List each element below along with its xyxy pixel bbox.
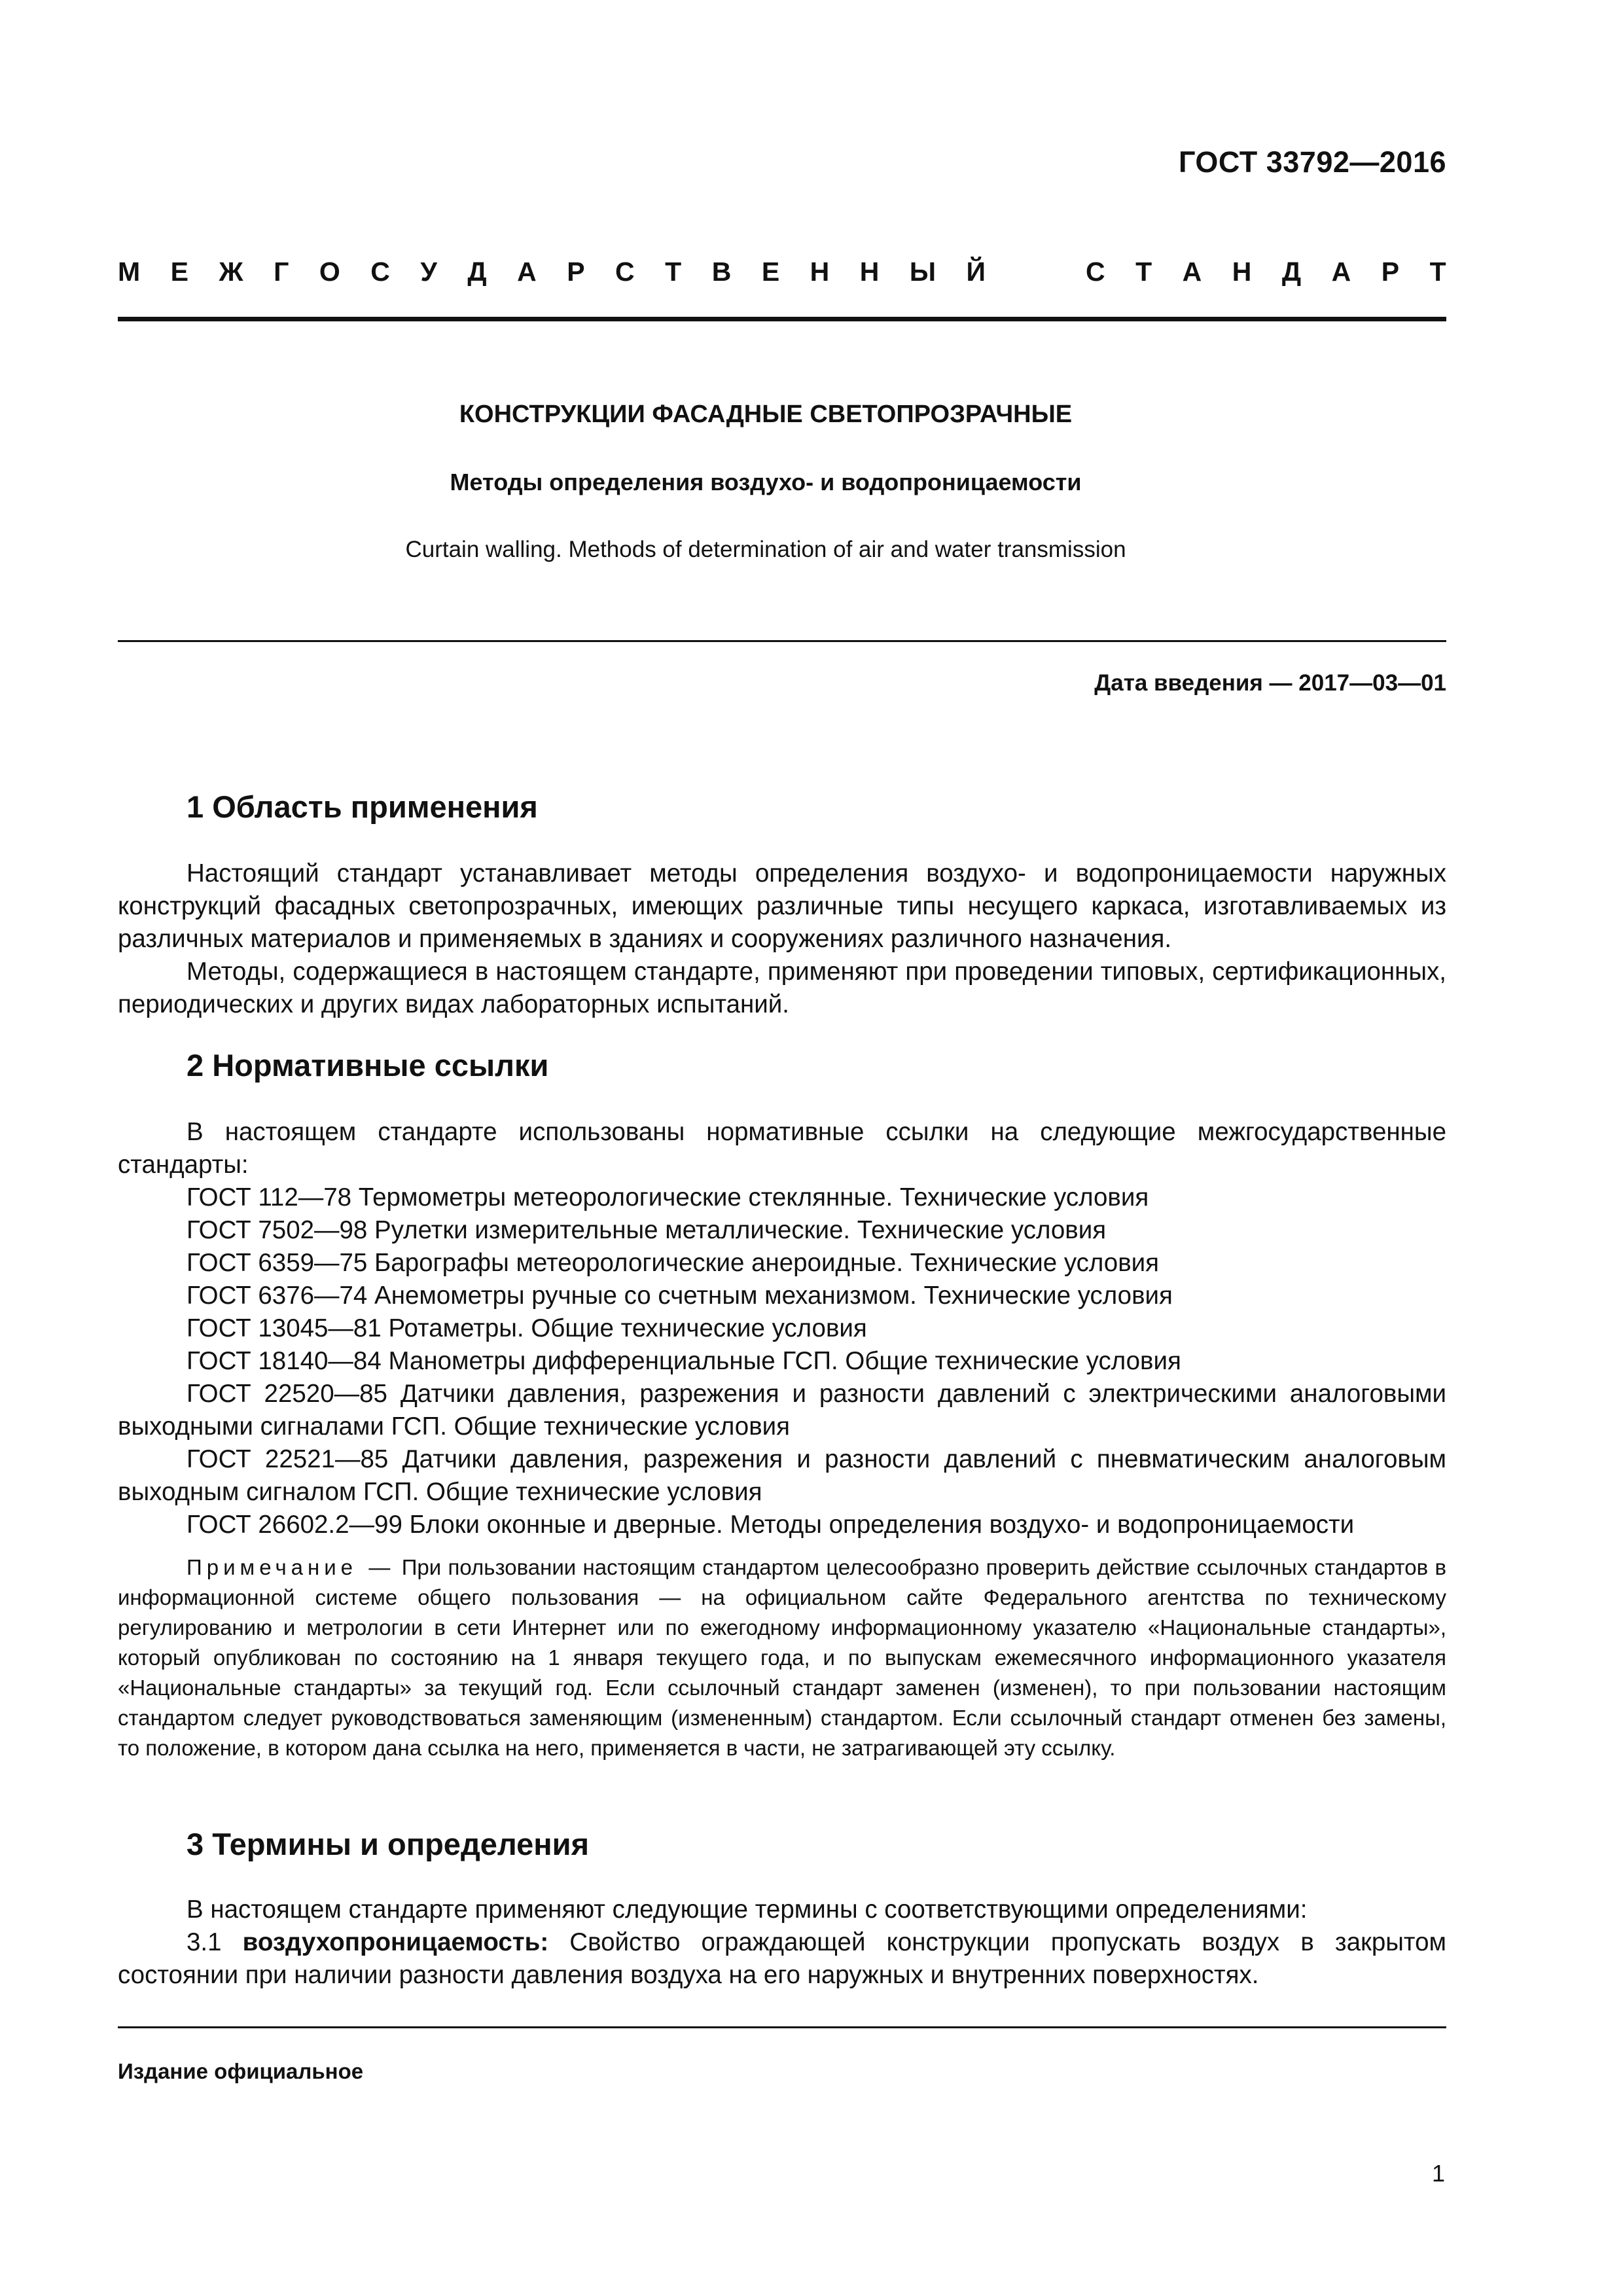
term-definition: [118, 1926, 1446, 1992]
edition-label: Издание официальное: [118, 2059, 364, 2083]
banner-letter: Ы: [909, 257, 936, 287]
note-label: Примечание —: [187, 1555, 395, 1579]
reference-item: ГОСТ 22521—85 Датчики давления, разрежения и разности давлений с пневматическим аналоговым выходным сигналом ГСП. Общие технические условия: [118, 1445, 1446, 1506]
banner-letter: Е: [170, 257, 189, 287]
note-block: [118, 1552, 1446, 1763]
introduction-date: Дата введения — 2017—03—01: [1094, 670, 1446, 696]
banner-letter: Н: [1232, 257, 1252, 287]
banner-letter: Т: [1429, 257, 1446, 287]
reference-item: ГОСТ 7502—98 Рулетки измерительные металлические. Технические условия: [187, 1216, 1107, 1244]
term-number: 3.1: [187, 1928, 243, 1956]
banner-letter: Д: [1281, 257, 1302, 287]
reference-item: ГОСТ 26602.2—99 Блоки оконные и дверные. Методы определения воздухо- и водопроницаемости: [187, 1511, 1355, 1539]
banner-letter: Д: [467, 257, 487, 287]
section-3-heading: 3 Термины и определения: [187, 1827, 589, 1861]
banner-letter: Г: [274, 257, 289, 287]
note-text: При пользовании настоящим стандартом целесообразно проверить действие ссылочных стандартов в информационной системе общего пользования — на официальном сайте Федерального агентства по техническому регулированию и метрологии в сети Интернет или по ежегодному информационному указателю «Национальные стандарты», который опубликован по состоянию на 1 января текущего года, и по выпускам ежемесячного информационного указателя «Национальные стандарты» за текущий год. Если ссылочный стандарт заменен (изменен), то при пользовании настоящим стандартом следует руководствоваться заменяющим (измененным) стандартом. Если ссылочный стандарт отменен без замены, то положение, в котором дана ссылка на него, применяется в части, не затрагивающей эту ссылку.: [118, 1555, 1446, 1760]
document-code: ГОСТ 33792—2016: [1178, 145, 1446, 179]
banner-letter: Н: [859, 257, 880, 287]
section-1-heading: 1 Область применения: [187, 789, 538, 824]
reference-item: ГОСТ 112—78 Термометры метеорологические стеклянные. Технические условия: [187, 1183, 1149, 1211]
footer-rule: [118, 2026, 1446, 2028]
reference-item: ГОСТ 6359—75 Барографы метеорологические анероидные. Технические условия: [187, 1249, 1160, 1277]
banner-letter: С: [1086, 257, 1105, 287]
banner-letter: А: [517, 257, 537, 287]
banner-letter: У: [420, 257, 437, 287]
banner-letter: Р: [1381, 257, 1400, 287]
reference-item: ГОСТ 6376—74 Анемометры ручные со счетным механизмом. Технические условия: [187, 1282, 1173, 1310]
reference-item: ГОСТ 13045—81 Ротаметры. Общие технические условия: [187, 1314, 867, 1342]
banner-letter: А: [1331, 257, 1351, 287]
banner-letter: Т: [1135, 257, 1152, 287]
term-name: воздухопроницаемость:: [242, 1928, 549, 1956]
section-2-heading: 2 Нормативные ссылки: [187, 1048, 549, 1083]
section-3-intro: В настоящем стандарте применяют следующие термины с соответствующими определениями:: [187, 1895, 1308, 1924]
document-english-title: Curtain walling. Methods of determination of air and water transmission: [405, 537, 1126, 562]
term-text: Свойство ограждающей конструкции пропускать воздух в закрытом состоянии при наличии разности давления воздуха на его наружных и внутренних поверхностях.: [118, 1928, 1446, 1989]
document-subtitle: Методы определения воздухо- и водопроницаемости: [450, 469, 1082, 495]
page-number: 1: [1431, 2160, 1445, 2187]
header-rule: [118, 317, 1446, 321]
banner-letter: А: [1182, 257, 1202, 287]
section-1-paragraph-2: Методы, содержащиеся в настоящем стандарте, применяют при проведении типовых, сертификационных, периодических и других видах лабораторных испытаний.: [118, 958, 1446, 1018]
section-1-paragraph-1: Настоящий стандарт устанавливает методы определения воздухо- и водопроницаемости наружных конструкций фасадных светопрозрачных, имеющих различные типы несущего каркаса, изготавливаемых из различных материалов и применяемых в зданиях и сооружениях различного назначения.: [118, 859, 1446, 953]
banner-letter: Ж: [219, 257, 243, 287]
references-list: [187, 1181, 1446, 1378]
banner-letter: С: [370, 257, 390, 287]
banner-gap: [1016, 257, 1056, 287]
banner-letter: Р: [567, 257, 585, 287]
banner-letter: В: [711, 257, 732, 287]
banner-letter: Е: [761, 257, 780, 287]
reference-item: ГОСТ 22520—85 Датчики давления, разрежения и разности давлений с электрическими аналоговыми выходными сигналами ГСП. Общие технические условия: [118, 1380, 1446, 1441]
banner-letter: О: [319, 257, 340, 287]
section-2-intro: В настоящем стандарте использованы нормативные ссылки на следующие межгосударственные стандарты:: [118, 1118, 1446, 1179]
banner-letter: М: [118, 257, 141, 287]
title-rule: [118, 640, 1446, 642]
banner-letter: Т: [665, 257, 682, 287]
document-title: КОНСТРУКЦИИ ФАСАДНЫЕ СВЕТОПРОЗРАЧНЫЕ: [459, 401, 1073, 428]
reference-item: ГОСТ 18140—84 Манометры дифференциальные ГСП. Общие технические условия: [187, 1347, 1181, 1375]
banner-letter: Й: [966, 257, 986, 287]
banner-letter: С: [615, 257, 635, 287]
interstate-standard-banner: [118, 257, 1446, 287]
banner-letter: Н: [810, 257, 830, 287]
